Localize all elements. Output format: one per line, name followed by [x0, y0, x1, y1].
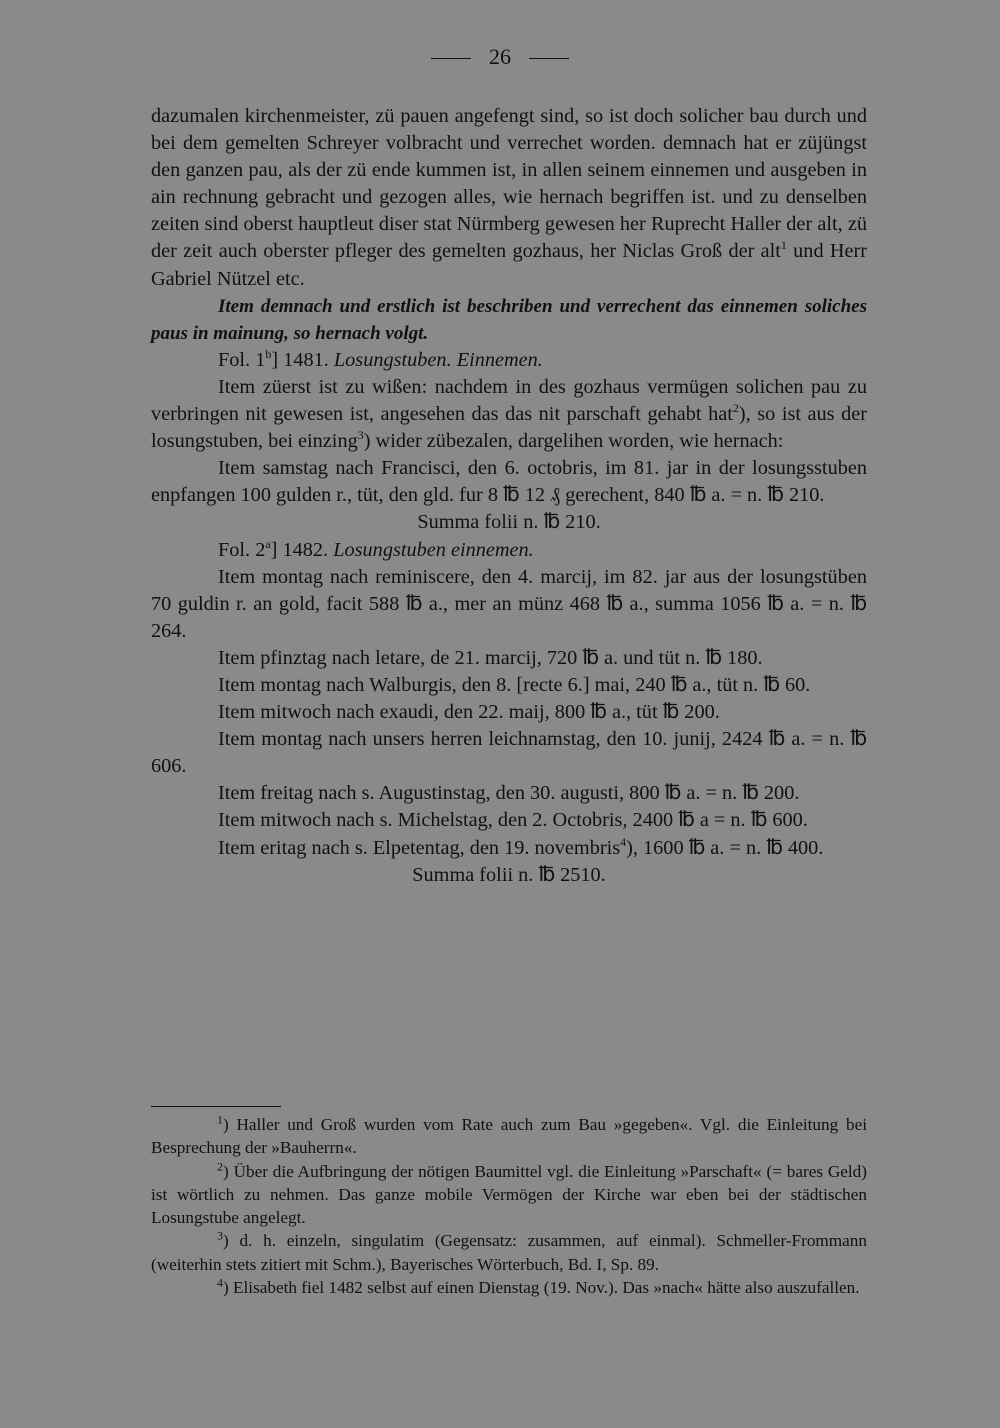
- entry-item: Item mitwoch nach exaudi, den 22. maij, 800 ℔ a., tüt ℔ 200.: [218, 701, 720, 724]
- header-dash-right: [529, 58, 569, 59]
- summa-folii-2: Summa folii n. ℔ 2510.: [412, 863, 606, 886]
- paragraph-item-1: Item züerst ist zu wißen: nachdem in des gozhaus vermügen solichen pau zu verbringen nit gewesen ist, angesehen das das nit parschaft gehabt hat$^2$), so ist aus der losungstuben, bei einzing$^3$) wider zübezalen, dargelihen worden, wie hernach:: [151, 375, 868, 453]
- entry-item: Item montag nach Walburgis, den 8. [recte 6.] mai, 240 ℔ a., tüt n. ℔ 60.: [218, 673, 811, 696]
- paragraph-intro: dazumalen kirchenmeister, zü pauen angefengt sind, so ist doch solicher bau durch und bei dem gemelten Schreyer volbracht und verrechet worden. demnach hat er züjüngst den ganzen pau, als der zü ende kummen ist, in allen seinem einnemen und ausgeben in ain rechnung gebracht und gezogen alles, wie hernach begriffen ist. und zu denselben zeiten sind oberst hauptleut diser stat Nürmberg gewesen her Ruprecht Haller der alt, zü der zeit auch oberster pfleger des gemelten gozhaus, her Niclas Groß der alt$^1$ und Herr Gabriel Nützel etc.: [151, 105, 868, 290]
- footnote-1: $^1$) Haller und Groß wurden vom Rate auch zum Bau »gegeben«. Vgl. die Einleitung bei Besprechung der »Bauherrn«.: [151, 1112, 867, 1158]
- entry-item: Item pfinztag nach letare, de 21. marcij, 720 ℔ a. und tüt n. ℔ 180.: [218, 646, 763, 669]
- entry-item: Item montag nach reminiscere, den 4. marcij, im 82. jar aus der losungstüben 70 guldin r. an gold, facit 588 ℔ a., mer an münz 468 ℔ a., summa 1056 ℔ a. = n. ℔ 264.: [151, 565, 867, 642]
- paragraph-item-2: Item samstag nach Francisci, den 6. octobris, im 81. jar in der losungsstuben enpfangen 100 gulden r., tüt, den gld. fur 8 ℔ 12 ₰ gerechent, 840 ℔ a. = n. ℔ 210.: [151, 457, 867, 507]
- header-dash-left: [431, 58, 471, 59]
- main-text: [151, 103, 867, 889]
- footnote-separator: [151, 1106, 281, 1107]
- footnote-ref-2: 2: [732, 401, 739, 416]
- entry-item: Item eritag nach s. Elpetentag, den 19. novembris$^4$), 1600 ℔ a. = n. ℔ 400.: [218, 834, 824, 859]
- footnote-ref-1: 1: [780, 238, 787, 253]
- footnote-3: $^3$) d. h. einzeln, singulatim (Gegensatz: zusammen, auf einmal). Schmeller-Frommann (weiterhin stets zitiert mit Schm.), Bayerisches Wörterbuch, Bd. I, Sp. 89.: [151, 1228, 867, 1274]
- page-number: 26: [489, 44, 511, 69]
- summa-folii-1: Summa folii n. ℔ 210.: [417, 511, 601, 534]
- folio-heading-2: Fol. 2$^a$] 1482. Losungstuben einnemen.: [218, 536, 534, 561]
- page-header: [0, 44, 1000, 80]
- footnote-ref-3: 3: [357, 428, 364, 443]
- footnotes: [151, 1113, 867, 1299]
- entry-item: Item mitwoch nach s. Michelstag, den 2. Octobris, 2400 ℔ a = n. ℔ 600.: [218, 809, 808, 832]
- footnote-4: $^4$) Elisabeth fiel 1482 selbst auf einen Dienstag (19. Nov.). Das »nach« hätte also auszufallen.: [217, 1275, 860, 1298]
- rubric-heading: Item demnach und erstlich ist beschriben und verrechent das einnemen soliches paus in mainung, so hernach volgt.: [151, 295, 867, 344]
- entry-item: Item montag nach unsers herren leichnamstag, den 10. junij, 2424 ℔ a. = n. ℔ 606.: [151, 728, 867, 778]
- footnote-2: $^2$) Über die Aufbringung der nötigen Baumittel vgl. die Einleitung »Parschaft« (= bares Geld) ist wörtlich zu nehmen. Das ganze mobile Vermögen der Kirche war eben bei der städtischen Losungstube angelegt.: [151, 1158, 867, 1228]
- folio-heading-1: Fol. 1$^b$] 1481. Losungstuben. Einnemen.: [218, 347, 543, 371]
- entry-item: Item freitag nach s. Augustinstag, den 30. augusti, 800 ℔ a. = n. ℔ 200.: [218, 782, 800, 805]
- footnote-ref-4: 4: [620, 834, 627, 849]
